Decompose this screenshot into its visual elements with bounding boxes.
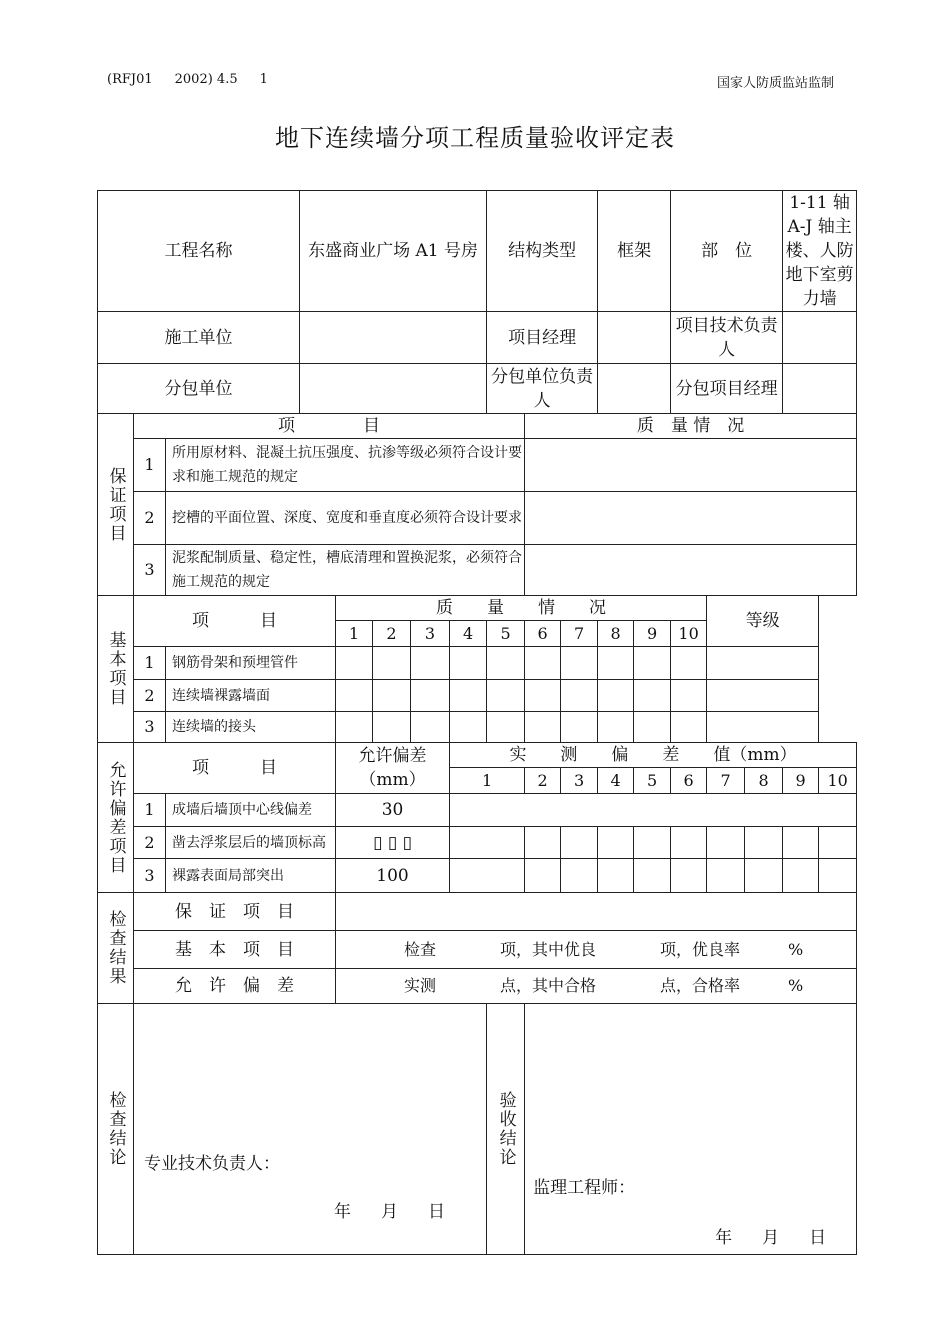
tolerance-section-label: 允许偏差项目 <box>98 743 134 893</box>
contractor-value[interactable] <box>300 312 487 364</box>
basic-quality-cell[interactable] <box>634 712 671 743</box>
basic-quality-cell[interactable] <box>487 647 525 680</box>
basic-quality-cell[interactable] <box>336 680 373 712</box>
guarantee-quality-header: 质 量 情 况 <box>525 414 857 439</box>
basic-quality-cell[interactable] <box>634 647 671 680</box>
guarantee-no: 3 <box>134 545 166 596</box>
basic-quality-cell[interactable] <box>598 680 634 712</box>
tech-lead-label: 项目技术负责人 <box>671 312 783 364</box>
tolerance-measured-cell[interactable] <box>745 859 783 893</box>
tolerance-measured-cell[interactable] <box>598 827 634 859</box>
tolerance-row <box>98 859 857 893</box>
tolerance-measured-cell[interactable] <box>450 827 525 859</box>
basic-col-number: 1 <box>336 621 373 647</box>
subcontractor-label: 分包单位 <box>98 364 300 414</box>
basic-quality-cell[interactable] <box>525 680 561 712</box>
tech-lead-value[interactable] <box>783 312 857 364</box>
check-tolerance-label: 允 许 偏 差 <box>134 969 336 1004</box>
basic-grade-cell[interactable] <box>707 680 819 712</box>
tolerance-col-number: 9 <box>783 768 819 794</box>
tolerance-measured-cell[interactable] <box>671 859 707 893</box>
form-code-line <box>107 72 290 87</box>
guarantee-quality-cell[interactable] <box>525 492 857 545</box>
guarantee-row <box>98 439 857 492</box>
tolerance-measured-merged[interactable] <box>450 794 857 827</box>
basic-text: 连续墙裸露墙面 <box>166 680 336 712</box>
check-signer-label: 专业技术负责人： <box>144 1154 280 1174</box>
structure-type-label: 结构类型 <box>487 191 598 312</box>
basic-quality-cell[interactable] <box>598 647 634 680</box>
basic-quality-cell[interactable] <box>411 680 450 712</box>
basic-no: 1 <box>134 647 166 680</box>
check-date: 年 月 日 <box>334 1202 445 1222</box>
basic-quality-cell[interactable] <box>411 712 450 743</box>
sub-lead-label: 分包单位负责人 <box>487 364 598 414</box>
basic-col-number: 9 <box>634 621 671 647</box>
basic-quality-cell[interactable] <box>671 712 707 743</box>
guarantee-quality-cell[interactable] <box>525 439 857 492</box>
basic-no: 2 <box>134 680 166 712</box>
form-code: (RFJ01 <box>107 72 153 87</box>
location-label: 部 位 <box>671 191 783 312</box>
form-version: 2002) 4.5 <box>174 72 238 87</box>
basic-quality-cell[interactable] <box>411 647 450 680</box>
accept-conclusion-label: 验收结论 <box>487 1004 525 1255</box>
sub-pm-label: 分包项目经理 <box>671 364 783 414</box>
basic-no: 3 <box>134 712 166 743</box>
tolerance-measured-cell[interactable] <box>819 859 857 893</box>
basic-quality-cell[interactable] <box>525 647 561 680</box>
tolerance-col-number: 7 <box>707 768 745 794</box>
basic-text: 连续墙的接头 <box>166 712 336 743</box>
guarantee-text: 挖槽的平面位置、深度、宽度和垂直度必须符合设计要求 <box>166 492 525 545</box>
sub-lead-value[interactable] <box>598 364 671 414</box>
pm-value[interactable] <box>598 312 671 364</box>
guarantee-text: 所用原材料、混凝土抗压强度、抗渗等级必须符合设计要求和施工规范的规定 <box>166 439 525 492</box>
guarantee-no: 1 <box>134 439 166 492</box>
tolerance-allow-value: 100 <box>336 859 450 893</box>
tolerance-measured-cell[interactable] <box>634 827 671 859</box>
tolerance-measured-cell[interactable] <box>707 859 745 893</box>
basic-col-number: 4 <box>450 621 487 647</box>
basic-quality-cell[interactable] <box>598 712 634 743</box>
check-tolerance-value[interactable]: 实测 点，其中合格 点，合格率 % <box>336 969 857 1004</box>
basic-quality-cell[interactable] <box>671 647 707 680</box>
basic-quality-cell[interactable] <box>450 647 487 680</box>
tolerance-col-number: 2 <box>525 768 561 794</box>
basic-col-number: 10 <box>671 621 707 647</box>
check-result-section-label: 检查结果 <box>98 893 134 1004</box>
basic-col-number: 6 <box>525 621 561 647</box>
basic-quality-cell[interactable] <box>487 680 525 712</box>
basic-quality-cell[interactable] <box>336 647 373 680</box>
form-issuer: 国家人防质监站监制 <box>716 76 834 91</box>
tolerance-measured-cell[interactable] <box>525 827 561 859</box>
tolerance-measured-cell[interactable] <box>819 827 857 859</box>
tolerance-allow-value: 30 <box>336 794 450 827</box>
guarantee-row <box>98 545 857 596</box>
tolerance-measured-cell[interactable] <box>450 859 525 893</box>
tolerance-text: 凿去浮浆层后的墙顶标高 <box>166 827 336 859</box>
basic-quality-cell[interactable] <box>450 712 487 743</box>
tolerance-allow-value: ▯ ▯ ▯ <box>336 827 450 859</box>
tolerance-measured-header: 实 测 偏 差 值（mm） <box>450 743 857 768</box>
basic-col-number: 2 <box>373 621 411 647</box>
basic-quality-cell[interactable] <box>487 712 525 743</box>
guarantee-quality-cell[interactable] <box>525 545 857 596</box>
page-title: 地下连续墙分项工程质量验收评定表 <box>275 124 675 152</box>
basic-col-number: 5 <box>487 621 525 647</box>
subcontractor-value[interactable] <box>300 364 487 414</box>
tolerance-measured-cell[interactable] <box>707 827 745 859</box>
basic-grade-header: 等级 <box>707 596 819 647</box>
basic-col-number: 8 <box>598 621 634 647</box>
basic-quality-cell[interactable] <box>336 712 373 743</box>
tolerance-col-number: 1 <box>450 768 525 794</box>
tolerance-no: 2 <box>134 827 166 859</box>
tolerance-measured-cell[interactable] <box>525 859 561 893</box>
tolerance-measured-cell[interactable] <box>783 859 819 893</box>
basic-item-header: 项 目 <box>134 596 336 647</box>
basic-quality-header: 质 量 情 况 <box>336 596 707 621</box>
guarantee-text: 泥浆配制质量、稳定性，槽底清理和置换泥浆，必须符合施工规范的规定 <box>166 545 525 596</box>
basic-col-number: 7 <box>561 621 598 647</box>
guarantee-section-label: 保证项目 <box>98 414 134 596</box>
tolerance-row <box>98 794 857 827</box>
tolerance-item-header: 项 目 <box>134 743 336 794</box>
basic-quality-cell[interactable] <box>671 680 707 712</box>
basic-quality-cell[interactable] <box>561 712 598 743</box>
basic-row <box>98 680 857 712</box>
guarantee-no: 2 <box>134 492 166 545</box>
tolerance-row <box>98 827 857 859</box>
basic-quality-cell[interactable] <box>373 712 411 743</box>
check-basic-value[interactable]: 检查 项，其中优良 项，优良率 % <box>336 931 857 969</box>
accept-signer-label: 监理工程师： <box>533 1178 636 1198</box>
tolerance-measured-cell[interactable] <box>561 859 598 893</box>
tolerance-col-number: 8 <box>745 768 783 794</box>
sub-pm-value[interactable] <box>783 364 857 414</box>
basic-quality-cell[interactable] <box>525 712 561 743</box>
tolerance-no: 1 <box>134 794 166 827</box>
basic-row <box>98 647 857 680</box>
basic-quality-cell[interactable] <box>373 647 411 680</box>
basic-quality-cell[interactable] <box>450 680 487 712</box>
basic-grade-cell[interactable] <box>707 712 819 743</box>
tolerance-col-number: 6 <box>671 768 707 794</box>
basic-quality-cell[interactable] <box>561 680 598 712</box>
accept-date: 年 月 日 <box>715 1228 827 1248</box>
tolerance-text: 成墙后墙顶中心线偏差 <box>166 794 336 827</box>
tolerance-measured-cell[interactable] <box>561 827 598 859</box>
basic-quality-cell[interactable] <box>373 680 411 712</box>
contractor-label: 施工单位 <box>98 312 300 364</box>
tolerance-measured-cell[interactable] <box>783 827 819 859</box>
basic-row <box>98 712 857 743</box>
tolerance-col-number: 4 <box>598 768 634 794</box>
tolerance-allow-header: 允许偏差（mm） <box>336 743 450 794</box>
form-page: 1 <box>259 72 268 87</box>
tolerance-measured-cell[interactable] <box>745 827 783 859</box>
tolerance-no: 3 <box>134 859 166 893</box>
structure-type-value: 框架 <box>598 191 671 312</box>
tolerance-measured-cell[interactable] <box>671 827 707 859</box>
tolerance-text: 裸露表面局部突出 <box>166 859 336 893</box>
basic-section-label: 基本项目 <box>98 596 134 743</box>
tolerance-measured-cell[interactable] <box>634 859 671 893</box>
tolerance-col-number: 5 <box>634 768 671 794</box>
pm-label: 项目经理 <box>487 312 598 364</box>
check-conclusion-label: 检查结论 <box>98 1004 134 1255</box>
basic-text: 钢筋骨架和预埋管件 <box>166 647 336 680</box>
location-value: 1-11 轴 A-J 轴主楼、人防地下室剪力墙 <box>783 191 857 312</box>
project-name-value: 东盛商业广场 A1 号房 <box>300 191 487 312</box>
basic-col-number: 3 <box>411 621 450 647</box>
basic-grade-cell[interactable] <box>707 647 819 680</box>
project-name-label: 工程名称 <box>98 191 300 312</box>
tolerance-measured-cell[interactable] <box>598 859 634 893</box>
guarantee-item-header: 项 目 <box>134 414 525 439</box>
tolerance-col-number: 3 <box>561 768 598 794</box>
basic-quality-cell[interactable] <box>634 680 671 712</box>
check-guarantee-label: 保 证 项 目 <box>134 893 336 931</box>
evaluation-table <box>97 190 857 1255</box>
check-guarantee-value[interactable] <box>336 893 857 931</box>
accept-conclusion-area[interactable] <box>525 1004 857 1255</box>
tolerance-col-number: 10 <box>819 768 857 794</box>
check-conclusion-area[interactable] <box>134 1004 487 1255</box>
basic-quality-cell[interactable] <box>561 647 598 680</box>
guarantee-row <box>98 492 857 545</box>
check-basic-label: 基 本 项 目 <box>134 931 336 969</box>
